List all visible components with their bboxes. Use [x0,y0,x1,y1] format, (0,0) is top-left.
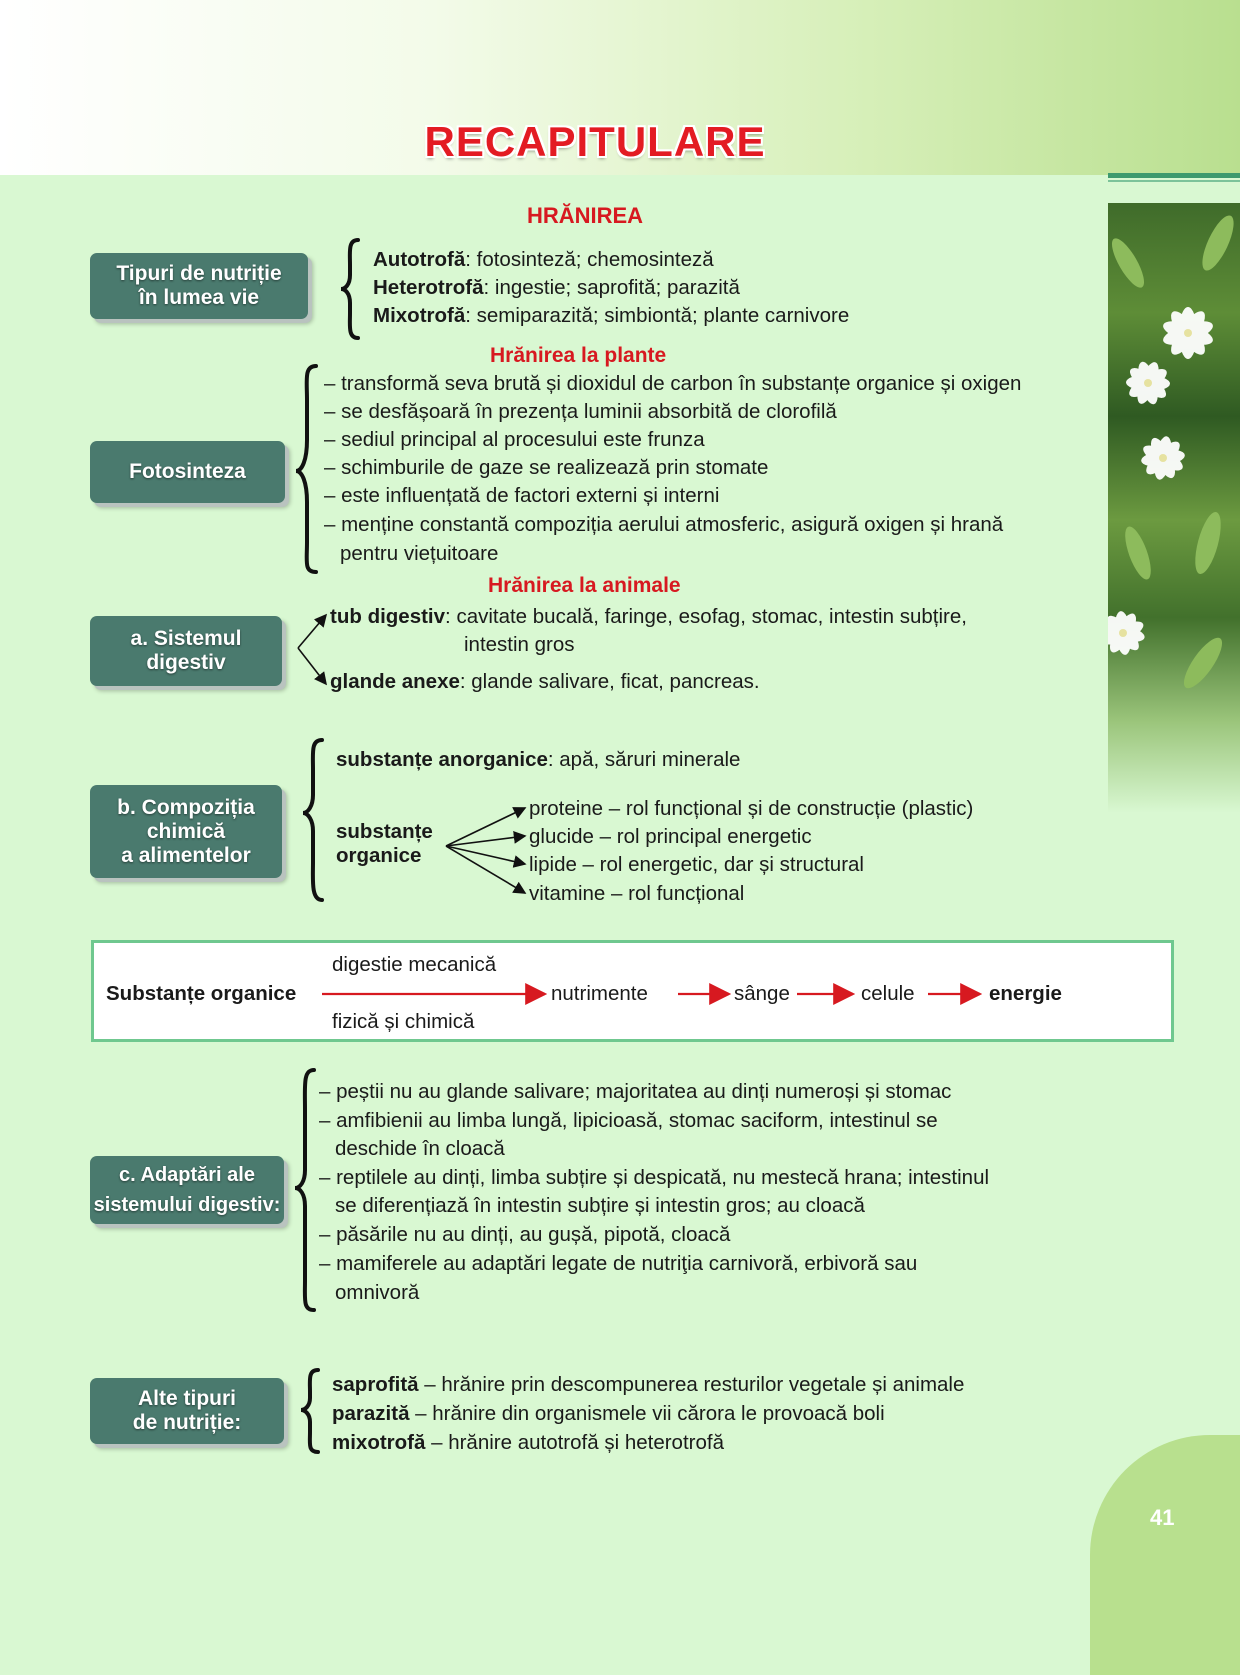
flow-step-nutrients: nutrimente [551,982,648,1005]
adaptation-line: – amfibienii au limba lungă, lipicioasă, stomac saciform, intestinul se [319,1109,938,1132]
brace-photosynthesis [296,366,316,572]
adaptation-line: – reptilele au dinți, limba subțire și despicată, nu mestecă hrana; intestinul [319,1166,990,1189]
brace-other-types [301,1370,318,1452]
plant-line: – se desfășoară în prezența luminii absorbită de clorofilă [324,400,837,423]
organic-item: lipide – rol energetic, dar și structural [529,853,864,876]
brace-nutrition-types [341,240,358,338]
animals-subheading: Hrănirea la animale [488,574,681,597]
adaptations-box: c. Adaptări ale sistemului digestiv: [90,1156,284,1224]
tube-text: : cavitate bucală, faringe, esofag, stomac, intestin subțire, [445,605,967,628]
section-heading: HRĂNIREA [526,203,644,228]
composition-box: b. Compoziția chimică a alimentelor [90,785,282,878]
flow-above-label: digestie mecanică [332,953,497,976]
page-number: 41 [1150,1505,1175,1530]
adaptation-line: – peștii nu au glande salivare; majoritatea au dinți numeroși și stomac [319,1080,952,1103]
parasite-text: – hrănire din organismele vii cărora le provoacă boli [409,1402,885,1425]
nutrition-types-box: Tipuri de nutriție în lumea vie [90,253,308,319]
organic-item: vitamine – rol funcțional [529,882,745,905]
flow-start: Substanțe organice [106,982,297,1005]
mixotroph-text: : semiparazită; simbiontă; plante carnivore [465,304,850,327]
heterotroph-term: Heterotrofă [373,276,484,299]
tube-term: tub digestiv [330,605,446,628]
plant-line: – sediul principal al procesului este frunza [324,428,705,451]
page-title: RECAPITULARE [424,118,766,165]
brace-adaptations [295,1070,314,1310]
flow-step-blood: sânge [734,982,790,1005]
digestive-system-box: a. Sistemul digestiv [90,616,282,686]
mixotroph-term-2: mixotrofă [332,1431,426,1454]
photosynthesis-box: Fotosinteza [90,441,285,503]
tube-line-cont: intestin gros [464,633,575,656]
plant-line: – este influențată de factori externi și interni [324,484,720,507]
adaptation-line: deschide în cloacă [335,1137,505,1160]
flow-below-label: fizică și chimică [332,1010,475,1033]
organic-item: glucide – rol principal energetic [529,825,812,848]
arrow-lipide [446,846,525,864]
brace-composition [303,740,322,900]
mixotroph-text-2: – hrănire autotrofă și heterotrofă [425,1431,724,1454]
adaptation-line: – mamiferele au adaptări legate de nutriţia carnivoră, erbivoră sau [319,1252,918,1275]
arrow-vitamine [446,846,525,893]
arrow-tube [298,615,326,648]
inorganic-term: substanțe anorganice [336,748,548,771]
plant-line: – menține constantă compoziția aerului atmosferic, asigură oxigen și hrană [324,513,1004,536]
organic-item: proteine – rol funcțional și de construcție (plastic) [529,797,974,820]
arrow-glands [298,648,326,684]
parasite-term: parazită [332,1402,410,1425]
autotroph-term: Autotrofă [373,248,466,271]
mixotroph-term: Mixotrofă [373,304,466,327]
adaptation-line: – păsările nu au dinți, au gușă, pipotă, cloacă [319,1223,731,1246]
plant-line: – transformă seva brută și dioxidul de carbon în substanțe organice și oxigen [324,372,1022,395]
heterotroph-text: : ingestie; saprofită; parazită [483,276,740,299]
glands-text: : glande salivare, ficat, pancreas. [459,670,760,693]
plant-line: – schimburile de gaze se realizează prin stomate [324,456,769,479]
saprophyte-text: – hrănire prin descompunerea resturilor vegetale și animale [418,1373,965,1396]
inorganic-text: : apă, săruri minerale [547,748,741,771]
other-types-box: Alte tipuri de nutriție: [90,1378,284,1444]
autotroph-text: : fotosinteză; chemosinteză [465,248,714,271]
plant-line: pentru viețuitoare [340,542,499,565]
saprophyte-term: saprofită [332,1373,419,1396]
plants-subheading: Hrănirea la plante [490,344,667,367]
organic-term: substanțe organice [336,820,433,867]
flow-step-cells: celule [861,982,915,1005]
glands-term: glande anexe [330,670,460,693]
adaptation-line: omnivoră [335,1281,420,1304]
flow-end: energie [989,982,1062,1005]
adaptation-line: se diferențiază în intestin subțire și intestin gros; au cloacă [335,1194,865,1217]
